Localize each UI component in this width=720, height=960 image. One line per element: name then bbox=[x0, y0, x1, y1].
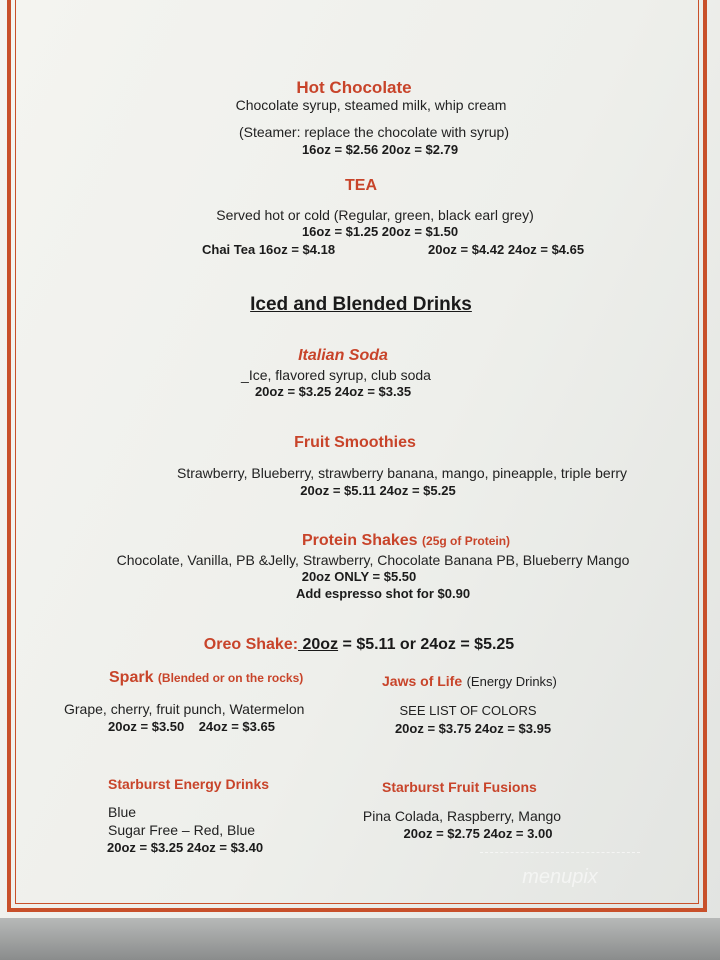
hot-chocolate-desc: Chocolate syrup, steamed milk, whip cream bbox=[235, 97, 507, 113]
starburst-energy-line1: Blue bbox=[108, 804, 137, 820]
oreo-shake-line bbox=[204, 636, 514, 654]
chai-tea-price: Chai Tea 16oz = $4.18 bbox=[202, 242, 336, 257]
table-surface bbox=[0, 918, 720, 960]
spark-desc: Grape, cherry, fruit punch, Watermelon bbox=[64, 701, 305, 717]
protein-shakes-note: (25g of Protein) bbox=[422, 534, 511, 548]
protein-shakes-addon: Add espresso shot for $0.90 bbox=[295, 586, 471, 601]
protein-shakes-prices: 20oz ONLY = $5.50 bbox=[301, 569, 417, 584]
fruit-smoothies-desc: Strawberry, Blueberry, strawberry banana, mango, pineapple, triple berry bbox=[176, 465, 628, 481]
starburst-fusions-desc: Pina Colada, Raspberry, Mango bbox=[362, 808, 562, 824]
section-title: Iced and Blended Drinks bbox=[250, 294, 472, 315]
italian-soda-desc: _Ice, flavored syrup, club soda bbox=[241, 367, 431, 383]
fruit-smoothies-title: Fruit Smoothies bbox=[294, 434, 416, 451]
tea-title: TEA bbox=[345, 177, 377, 194]
oreo-shake-size: 20oz bbox=[298, 636, 339, 653]
hot-chocolate-title: Hot Chocolate bbox=[296, 78, 412, 97]
starburst-energy-title: Starburst Energy Drinks bbox=[108, 776, 270, 792]
jaws-title: Jaws of Life bbox=[382, 673, 463, 689]
watermark: menupix bbox=[480, 852, 640, 893]
spark-heading bbox=[109, 669, 303, 687]
spark-title: Spark bbox=[109, 669, 154, 686]
jaws-note: (Energy Drinks) bbox=[466, 674, 557, 689]
tea-prices: 16oz = $1.25 20oz = $1.50 bbox=[301, 224, 459, 239]
protein-shakes-title: Protein Shakes bbox=[301, 532, 418, 549]
jaws-prices: 20oz = $3.75 24oz = $3.95 bbox=[394, 721, 552, 736]
jaws-desc: SEE LIST OF COLORS bbox=[399, 703, 537, 718]
spark-prices: 20oz = $3.50 24oz = $3.65 bbox=[108, 719, 275, 734]
starburst-fusions-title: Starburst Fruit Fusions bbox=[382, 779, 537, 795]
hot-chocolate-prices: 16oz = $2.56 20oz = $2.79 bbox=[301, 142, 459, 157]
italian-soda-title: Italian Soda bbox=[298, 347, 388, 364]
starburst-fusions-prices: 20oz = $2.75 24oz = 3.00 bbox=[403, 826, 553, 841]
starburst-energy-prices: 20oz = $3.25 24oz = $3.40 bbox=[107, 840, 264, 855]
hot-chocolate-note: (Steamer: replace the chocolate with syrup) bbox=[238, 124, 510, 140]
protein-shakes-heading bbox=[302, 532, 510, 550]
starburst-energy-line2: Sugar Free – Red, Blue bbox=[108, 822, 256, 838]
italian-soda-prices: 20oz = $3.25 24oz = $3.35 bbox=[254, 384, 412, 399]
oreo-shake-title: Oreo Shake: bbox=[203, 636, 299, 653]
spark-note: (Blended or on the rocks) bbox=[157, 671, 304, 685]
jaws-heading bbox=[382, 673, 557, 691]
tea-desc: Served hot or cold (Regular, green, black earl grey) bbox=[216, 207, 534, 223]
protein-shakes-desc: Chocolate, Vanilla, PB &Jelly, Strawberry, Chocolate Banana PB, Blueberry Mango bbox=[116, 552, 630, 568]
oreo-shake-prices: = $5.11 or 24oz = $5.25 bbox=[338, 636, 515, 653]
fruit-smoothies-prices: 20oz = $5.11 24oz = $5.25 bbox=[300, 483, 456, 498]
chai-tea-large-prices: 20oz = $4.42 24oz = $4.65 bbox=[428, 242, 585, 257]
